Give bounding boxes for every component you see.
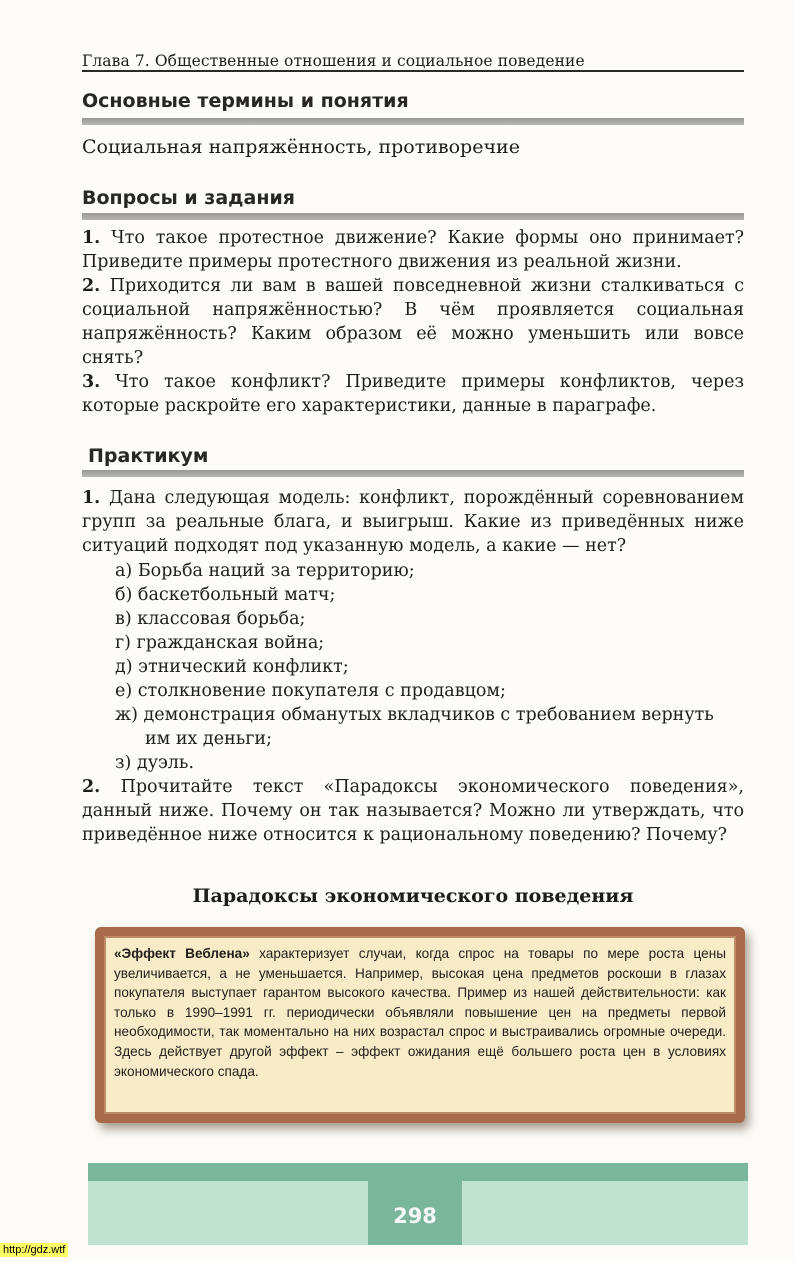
question-item: 1. Что такое протестное движение? Какие формы оно принимает? Приведите примеры протестного движения из реальной жизни. <box>82 228 744 272</box>
footer-right-panel <box>462 1181 748 1245</box>
terms-section-title: Основные термины и понятия <box>82 90 409 112</box>
option-item: ж) демонстрация обманутых вкладчиков с требованием вернуть <box>115 705 714 725</box>
questions-section-title: Вопросы и задания <box>82 187 295 209</box>
questions-list <box>82 226 744 418</box>
veblen-info-text: «Эффект Веблена» характеризует случаи, когда спрос на товары по мере роста цены увеличивается, а не уменьшается. Например, высокая цена предметов роскоши в глазах покупателя выступает гарантом высокого качества. Пример из нашей действительности: как только в 1990–1991 гг. периодически объявляли повышение цен на предметы первой необходимости, так моментально на них возрастал спрос и выстраивались огромные очереди. Здесь действует другой эффект – эффект ожидания ещё большего роста цен в условиях экономического спада. <box>114 946 727 1079</box>
option-item-continuation: им их деньги; <box>145 729 272 749</box>
page-number: 298 <box>393 1204 437 1228</box>
option-item: а) Борьба наций за территорию; <box>115 561 415 581</box>
option-item: д) этнический конфликт; <box>115 657 349 677</box>
option-item: е) столкновение покупателя с продавцом; <box>115 681 506 701</box>
question-item: 2. Приходится ли вам в вашей повседневной жизни сталкиваться с социальной напряжённостью? В чём проявляется социальная напряжённость? Каким образом её можно уменьшить или вовсе снять? <box>82 276 744 368</box>
questions-section-divider <box>82 213 744 220</box>
option-item: з) дуэль. <box>115 753 195 773</box>
header-divider <box>82 70 744 72</box>
footer-left-panel <box>88 1181 368 1245</box>
question-item: 3. Что такое конфликт? Приведите примеры конфликтов, через которые раскройте его характеристики, данные в параграфе. <box>82 372 744 416</box>
option-item: в) классовая борьба; <box>115 609 306 629</box>
chapter-header: Глава 7. Общественные отношения и социальное поведение <box>82 52 585 70</box>
practicum-task-2: 2. Прочитайте текст «Парадоксы экономического поведения», данный ниже. Почему он так называется? Можно ли утверждать, что приведённое ниже относится к рациональному поведению? Почему? <box>82 777 744 845</box>
option-item: б) баскетбольный матч; <box>115 585 336 605</box>
practicum-section-divider <box>82 470 744 477</box>
paradoxes-subheading: Парадоксы экономического поведения <box>192 885 634 907</box>
practicum-options <box>115 559 747 775</box>
terms-text: Социальная напряжённость, противоречие <box>82 136 520 158</box>
practicum-section-title: Практикум <box>88 445 209 467</box>
option-item: г) гражданская война; <box>115 633 325 653</box>
practicum-task-1: 1. Дана следующая модель: конфликт, порождённый соревнованием групп за реальные блага, и выигрыш. Какие из приведённых ниже ситуаций подходят под указанную модель, а какие — нет? <box>82 488 744 556</box>
terms-section-divider <box>82 118 744 125</box>
source-watermark[interactable]: http://gdz.wtf <box>0 1243 68 1257</box>
footer-band <box>88 1163 748 1181</box>
